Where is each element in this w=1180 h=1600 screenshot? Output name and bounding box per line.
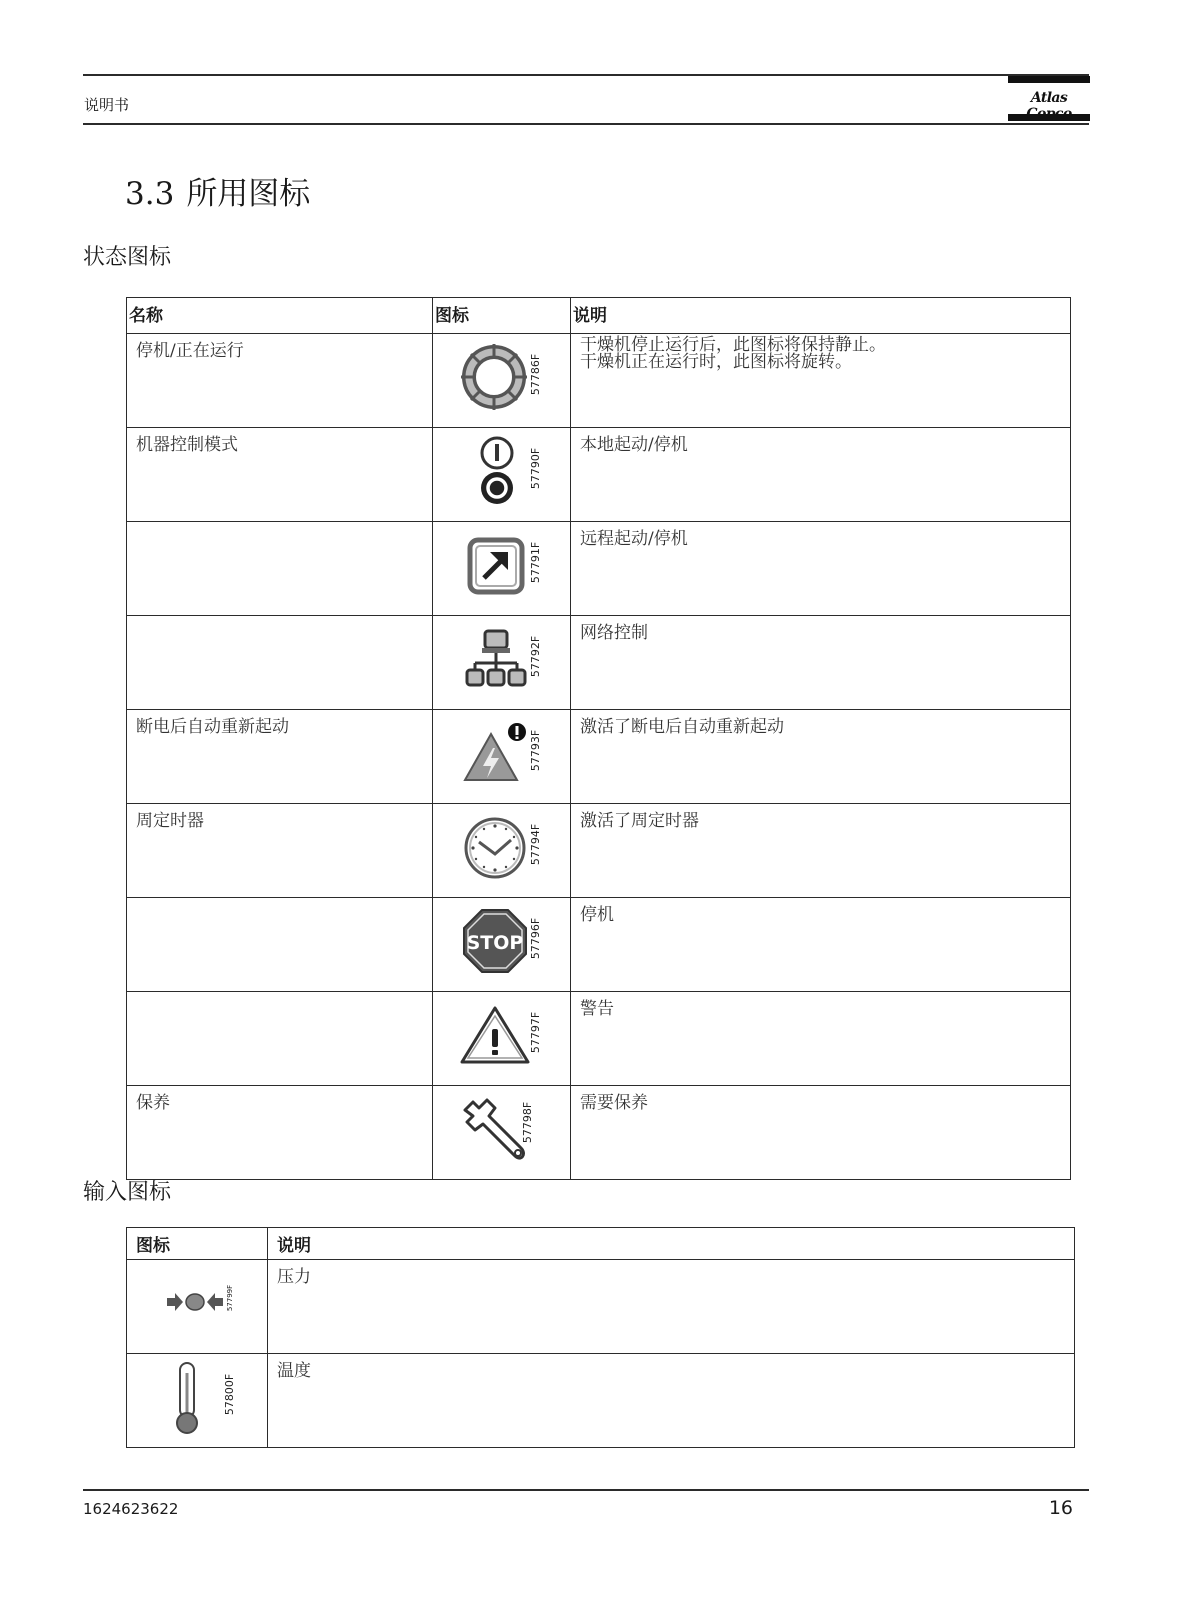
atlas-copco-logo bbox=[1008, 76, 1090, 121]
column-header-name: 名称 bbox=[127, 298, 433, 334]
warning-triangle-icon bbox=[460, 1005, 530, 1065]
status-icons-table bbox=[126, 297, 1071, 1180]
icon-cell bbox=[433, 710, 571, 804]
description-line: 远程起动/停机 bbox=[580, 529, 688, 549]
status-icons-heading: 状态图标 bbox=[83, 245, 172, 270]
icon-cell bbox=[433, 334, 571, 428]
row-description bbox=[571, 1086, 1071, 1180]
table-row bbox=[127, 522, 1071, 616]
row-description bbox=[571, 616, 1071, 710]
local-start-stop-icon bbox=[477, 435, 517, 507]
icon-cell bbox=[433, 1086, 571, 1180]
icon-code: 57791F bbox=[529, 541, 543, 584]
icon-code: 57794F bbox=[529, 823, 543, 866]
icon-code: 57798F bbox=[521, 1101, 535, 1144]
icon-code: 57799F bbox=[226, 1284, 235, 1312]
table-row bbox=[127, 804, 1071, 898]
description-line: 干燥机正在运行时，此图标将旋转。 bbox=[580, 352, 852, 372]
description-line: 本地起动/停机 bbox=[580, 435, 688, 455]
description-line: 干燥机停止运行后，此图标将保持静止。 bbox=[580, 335, 886, 355]
column-header-description: 说明 bbox=[268, 1228, 1075, 1260]
row-description bbox=[571, 334, 1071, 428]
column-header-icon: 图标 bbox=[433, 298, 571, 334]
icon-cell bbox=[433, 898, 571, 992]
description-line: 激活了断电后自动重新起动 bbox=[580, 717, 784, 737]
row-name bbox=[127, 992, 433, 1086]
row-description bbox=[571, 428, 1071, 522]
network-icon bbox=[465, 628, 527, 690]
row-description: 压力 bbox=[268, 1260, 1075, 1354]
row-name: 停机/正在运行 bbox=[127, 334, 433, 428]
row-name: 保养 bbox=[127, 1086, 433, 1180]
icon-code: 57800F bbox=[223, 1373, 237, 1416]
input-icons-heading: 输入图标 bbox=[83, 1180, 172, 1205]
icon-code: 57786F bbox=[529, 353, 543, 396]
header-label: 说明书 bbox=[84, 96, 130, 114]
section-number: 3.3 bbox=[125, 176, 175, 212]
icon-code: 57792F bbox=[529, 635, 543, 678]
row-name bbox=[127, 522, 433, 616]
remote-arrow-icon bbox=[466, 536, 526, 596]
icon-cell bbox=[127, 1260, 268, 1354]
auto-restart-warning-icon bbox=[461, 722, 529, 784]
logo-text: Atlas bbox=[1030, 90, 1068, 106]
table-header-row bbox=[127, 298, 1071, 334]
header-bottom-rule bbox=[83, 123, 1089, 125]
page-number: 16 bbox=[1048, 1497, 1073, 1519]
row-description bbox=[571, 710, 1071, 804]
icon-cell bbox=[433, 616, 571, 710]
icon-cell bbox=[433, 992, 571, 1086]
row-name bbox=[127, 898, 433, 992]
header-top-rule bbox=[83, 74, 1089, 76]
description-line: 网络控制 bbox=[580, 623, 648, 643]
table-row bbox=[127, 1354, 1075, 1448]
section-title bbox=[125, 168, 310, 213]
document-number: 1624623622 bbox=[83, 1500, 179, 1518]
table-row bbox=[127, 1260, 1075, 1354]
icon-cell bbox=[127, 1354, 268, 1448]
row-description bbox=[571, 804, 1071, 898]
description-line: 停机 bbox=[580, 905, 614, 925]
table-row bbox=[127, 616, 1071, 710]
row-description bbox=[571, 898, 1071, 992]
row-name bbox=[127, 616, 433, 710]
column-header-icon: 图标 bbox=[127, 1228, 268, 1260]
stop-sign-icon bbox=[462, 908, 528, 974]
description-line: 激活了周定时器 bbox=[580, 811, 699, 831]
section-title-text: 所用图标 bbox=[186, 176, 311, 212]
row-name: 机器控制模式 bbox=[127, 428, 433, 522]
icon-code: 57797F bbox=[529, 1011, 543, 1054]
stop-text: STOP bbox=[466, 932, 524, 954]
icon-cell bbox=[433, 804, 571, 898]
icon-code: 57790F bbox=[529, 447, 543, 490]
table-row bbox=[127, 334, 1071, 428]
clock-icon bbox=[463, 816, 527, 880]
row-name: 断电后自动重新起动 bbox=[127, 710, 433, 804]
row-description bbox=[571, 992, 1071, 1086]
icon-code: 57793F bbox=[529, 729, 543, 772]
table-row bbox=[127, 1086, 1071, 1180]
table-row bbox=[127, 710, 1071, 804]
table-row bbox=[127, 428, 1071, 522]
icon-cell bbox=[433, 522, 571, 616]
table-header-row bbox=[127, 1228, 1075, 1260]
footer-rule bbox=[83, 1489, 1089, 1491]
rotating-ring-icon bbox=[459, 342, 529, 412]
icon-cell bbox=[433, 428, 571, 522]
description-line: 警告 bbox=[580, 999, 614, 1019]
thermometer-icon bbox=[172, 1361, 202, 1435]
description-line: 需要保养 bbox=[580, 1093, 648, 1113]
column-header-description: 说明 bbox=[571, 298, 1071, 334]
input-icons-table bbox=[126, 1227, 1075, 1448]
table-row bbox=[127, 898, 1071, 992]
row-description bbox=[571, 522, 1071, 616]
pressure-icon bbox=[165, 1290, 225, 1314]
row-description: 温度 bbox=[268, 1354, 1075, 1448]
table-row bbox=[127, 992, 1071, 1086]
icon-code: 57796F bbox=[529, 917, 543, 960]
row-name: 周定时器 bbox=[127, 804, 433, 898]
